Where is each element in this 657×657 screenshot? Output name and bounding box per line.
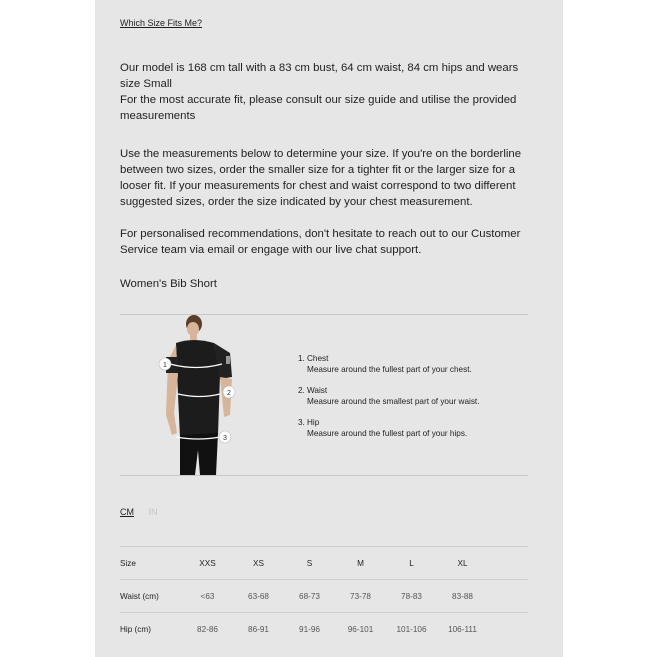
step-number: 1. — [298, 354, 305, 363]
size-guide-panel — [95, 0, 563, 657]
marker-waist-label: 2 — [227, 390, 231, 397]
step-hip — [298, 417, 479, 439]
step-number: 3. — [298, 418, 305, 427]
table-cell: 106-111 — [448, 624, 477, 634]
table-cell: 101-106 — [396, 624, 427, 634]
table-cell: 96-101 — [347, 624, 374, 634]
step-title: Hip — [307, 418, 320, 427]
divider-bottom — [120, 475, 528, 476]
table-cell: 86-91 — [248, 624, 269, 634]
step-title: Waist — [307, 386, 328, 395]
unit-toggle — [120, 507, 158, 517]
step-title: Chest — [307, 354, 329, 363]
table-header-cell: S — [306, 558, 313, 568]
step-number: 2. — [298, 386, 305, 395]
support-text: For personalised recommendations, don't hesitate to reach out to our Customer Service team via email or engage with our live chat support. — [120, 228, 521, 256]
step-waist — [298, 385, 479, 407]
table-cell: 91-96 — [299, 624, 320, 634]
model-info-line-2: For the most accurate fit, please consult our size guide and utilise the provided measurements — [120, 94, 517, 122]
table-header-row — [120, 546, 528, 579]
measurement-figure — [150, 315, 250, 475]
row-label: Hip (cm) — [120, 624, 151, 634]
which-size-fits-me-link[interactable]: Which Size Fits Me? — [120, 18, 203, 28]
measurement-steps — [298, 353, 479, 449]
marker-waist — [223, 386, 235, 398]
table-cell: 82-86 — [197, 624, 218, 634]
table-cell: <63 — [200, 591, 215, 601]
model-info-line-1: Our model is 168 cm tall with a 83 cm bust, 64 cm waist, 84 cm hips and wears size Small — [120, 62, 519, 90]
table-header-label: Size — [120, 558, 136, 568]
size-table — [120, 546, 528, 645]
table-header-cell: XS — [253, 558, 264, 568]
unit-cm-tab[interactable]: CM — [120, 507, 134, 517]
instructions-text: Use the measurements below to determine your size. If you're on the borderline between two sizes, order the smaller size for a tighter fit or the larger size for a looser fit. If your measurements for chest and waist correspond to two different suggested sizes, order the size indicated by your chest measurement. — [120, 148, 522, 208]
model-silhouette-image — [150, 315, 250, 475]
table-cell: 73-78 — [350, 591, 371, 601]
marker-hip-label: 3 — [223, 435, 227, 442]
table-row — [120, 579, 528, 612]
marker-hip — [219, 431, 231, 443]
table-cell: 83-88 — [452, 591, 473, 601]
table-cell: 78-83 — [401, 591, 422, 601]
table-cell: 68-73 — [299, 591, 320, 601]
row-label: Waist (cm) — [120, 591, 159, 601]
step-description: Measure around the smallest part of your waist. — [307, 397, 480, 406]
table-header-cell: M — [357, 558, 364, 568]
table-cell: 63-68 — [248, 591, 269, 601]
step-chest — [298, 353, 479, 375]
table-header-cell: L — [409, 558, 414, 568]
product-title: Women's Bib Short — [120, 278, 217, 290]
step-description: Measure around the fullest part of your hips. — [307, 429, 468, 438]
table-row — [120, 612, 528, 645]
unit-in-tab[interactable]: IN — [148, 507, 158, 517]
table-header-cell: XXS — [199, 558, 216, 568]
step-description: Measure around the fullest part of your chest. — [307, 365, 472, 374]
marker-chest — [159, 358, 171, 370]
marker-chest-label: 1 — [163, 362, 167, 369]
table-header-cell: XL — [457, 558, 468, 568]
